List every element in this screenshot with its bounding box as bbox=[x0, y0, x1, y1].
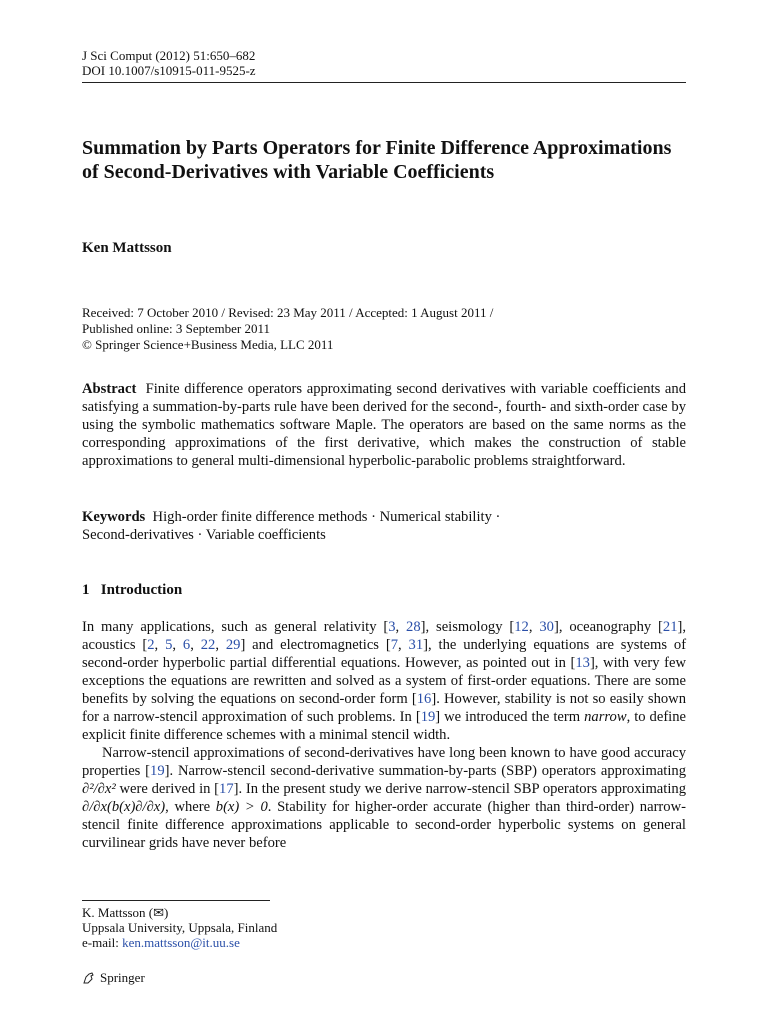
citation-link[interactable]: 13 bbox=[575, 655, 590, 671]
text: ], with very few exceptions the equations are rewritten and solved as a system of first-order equations. There are some benefits by solving the equations on second-order form [ bbox=[82, 655, 686, 707]
citation-link[interactable]: 19 bbox=[150, 763, 165, 779]
text: ]. However, stability is not so easily shown for a narrow-stencil approximation of such problems. In [ bbox=[82, 691, 686, 725]
introduction-body bbox=[82, 618, 686, 852]
citation-link[interactable]: 12 bbox=[514, 619, 529, 635]
journal-header bbox=[82, 48, 256, 78]
footnote-affiliation: Uppsala University, Uppsala, Finland bbox=[82, 920, 278, 935]
text: , bbox=[154, 637, 166, 653]
paper-title: Summation by Parts Operators for Finite Difference Approximations of Second-Derivatives with Variable Coefficients bbox=[82, 137, 672, 183]
dates-line-1: Received: 7 October 2010 / Revised: 23 May 2011 / Accepted: 1 August 2011 / bbox=[82, 305, 494, 320]
citation-link[interactable]: 30 bbox=[539, 619, 554, 635]
publisher-name: Springer bbox=[100, 970, 145, 985]
citation-link[interactable]: 21 bbox=[662, 619, 678, 635]
math-expression: ∂/∂x(b(x)∂/∂x) bbox=[82, 799, 166, 815]
paragraph-1 bbox=[82, 618, 686, 744]
text: ], oceanography [ bbox=[553, 619, 663, 635]
text: . Stability for higher-order accurate (higher than third-order) narrow-stencil finite difference approximations applicable to second-order hyperbolic systems on general curvilinear grids have never before bbox=[82, 799, 686, 851]
abstract bbox=[82, 380, 686, 470]
keywords bbox=[82, 508, 686, 544]
text: , to define explicit finite difference schemes with a minimal stencil width. bbox=[82, 709, 687, 743]
citation-link[interactable]: 7 bbox=[390, 637, 399, 653]
abstract-text: Finite difference operators approximating second derivatives with variable coefficients and satisfying a summation-by-parts rule have been derived for the second-, fourth- and sixth-order case by using the symbolic mathematics software Maple. The operators are based on the same norms as the corresponding approximations of the first derivative, which makes the construction of stable approximations to general multi-dimensional hyperbolic-parabolic problems straightforward. bbox=[82, 381, 687, 469]
paragraph-2 bbox=[82, 744, 686, 852]
email-link[interactable]: ken.mattsson@it.uu.se bbox=[122, 935, 240, 950]
citation-link[interactable]: 16 bbox=[416, 691, 432, 707]
text: ] we introduced the term bbox=[435, 709, 585, 725]
footnote-email-line bbox=[82, 935, 277, 950]
text: , bbox=[215, 637, 226, 653]
citation-link[interactable]: 28 bbox=[406, 619, 421, 635]
math-expression: ∂²/∂x² bbox=[82, 781, 116, 797]
text: , where bbox=[165, 799, 216, 815]
text: , bbox=[395, 619, 407, 635]
keywords-line-1: High-order finite difference methods · Numerical stability · bbox=[152, 509, 501, 525]
springer-horse-icon bbox=[82, 971, 96, 985]
journal-citation: J Sci Comput (2012) 51:650–682 bbox=[82, 48, 256, 63]
text: , bbox=[398, 637, 409, 653]
section-heading bbox=[82, 582, 182, 599]
copyright: © Springer Science+Business Media, LLC 2011 bbox=[82, 337, 334, 352]
text: ] and electromagnetics [ bbox=[240, 637, 391, 653]
author-name: Ken Mattsson bbox=[82, 240, 172, 256]
doi: DOI 10.1007/s10915-011-9525-z bbox=[82, 63, 256, 78]
keywords-line-2: Second-derivatives · Variable coefficients bbox=[82, 527, 326, 543]
citation-link[interactable]: 31 bbox=[408, 637, 424, 653]
citation-link[interactable]: 3 bbox=[388, 619, 396, 635]
text: ]. Narrow-stencil second-derivative summation-by-parts (SBP) operators approximating bbox=[164, 763, 686, 779]
section-number: 1 bbox=[82, 582, 90, 598]
keywords-label: Keywords bbox=[82, 509, 146, 525]
header-rule bbox=[82, 82, 686, 83]
text: In many applications, such as general relativity [ bbox=[82, 619, 389, 635]
text: , bbox=[190, 637, 201, 653]
citation-link[interactable]: 22 bbox=[200, 637, 216, 653]
text: ], acoustics [ bbox=[82, 619, 687, 653]
math-expression: b(x) > 0 bbox=[215, 799, 268, 815]
abstract-label: Abstract bbox=[82, 381, 137, 397]
citation-link[interactable]: 5 bbox=[165, 637, 173, 653]
text: Narrow-stencil approximations of second-derivatives have long been known to have good accuracy properties [ bbox=[82, 745, 686, 779]
publisher-mark bbox=[82, 970, 145, 986]
citation-link[interactable]: 6 bbox=[182, 637, 191, 653]
citation-link[interactable]: 29 bbox=[225, 637, 241, 653]
publication-dates bbox=[82, 305, 493, 353]
text: , bbox=[172, 637, 183, 653]
emphasis: narrow bbox=[584, 709, 627, 725]
text: were derived in [ bbox=[115, 781, 220, 797]
citation-link[interactable]: 19 bbox=[420, 709, 436, 725]
text: ]. In the present study we derive narrow-stencil SBP operators approximating bbox=[233, 781, 686, 797]
text: ], the underlying equations are systems of second-order hyperbolic partial differential equations. However, as pointed out in [ bbox=[82, 637, 687, 671]
text: , bbox=[528, 619, 540, 635]
author-footnote bbox=[82, 905, 277, 950]
footnote-rule bbox=[82, 900, 270, 901]
citation-link[interactable]: 2 bbox=[147, 637, 155, 653]
section-title: Introduction bbox=[100, 582, 183, 598]
dates-line-2: Published online: 3 September 2011 bbox=[82, 321, 270, 336]
email-label: e-mail: bbox=[82, 935, 123, 950]
text: ], seismology [ bbox=[420, 619, 515, 635]
citation-link[interactable]: 17 bbox=[219, 781, 234, 797]
footnote-name: K. Mattsson (✉) bbox=[82, 905, 169, 920]
